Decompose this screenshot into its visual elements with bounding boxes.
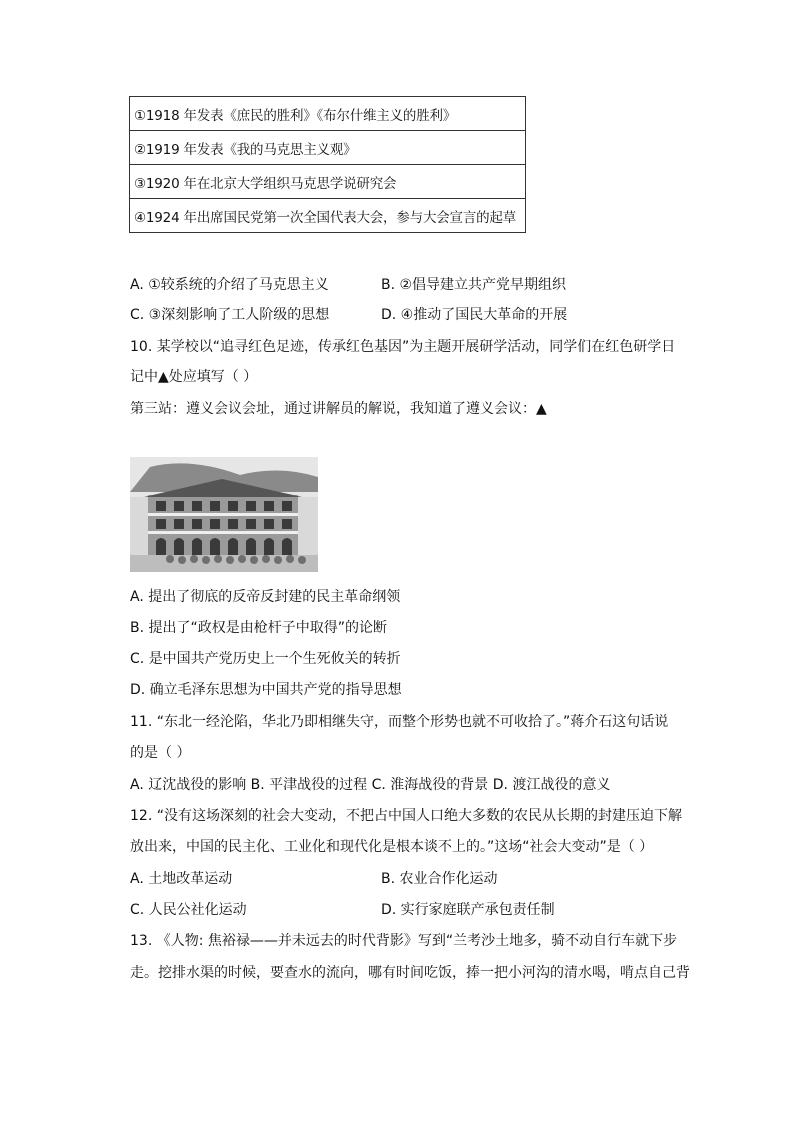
q10-stem-line2: 记中▲处应填写（ ）	[130, 369, 258, 385]
q9-option-c: C. ③深刻影响了工人阶级的思想	[130, 307, 330, 323]
table-cell: ①1918 年发表《庶民的胜利》《布尔什维主义的胜利》	[130, 97, 526, 131]
q13-stem-line1: 13. 《人物: 焦裕禄——并未远去的时代背影》写到“兰考沙土地多，骑不动自行车就下步	[130, 933, 678, 949]
q12-option-b: B. 农业合作化运动	[381, 871, 498, 887]
q12-option-c: C. 人民公社化运动	[130, 902, 247, 918]
building-illustration	[130, 457, 318, 572]
zunyi-building-photo	[130, 457, 318, 572]
q12-option-d: D. 实行家庭联产承包责任制	[381, 902, 555, 918]
q10-option-d: D. 确立毛泽东思想为中国共产党的指导思想	[130, 682, 402, 698]
q12-stem-line1: 12. “没有这场深刻的社会大变动，不把占中国人口绝大多数的农民从长期的封建压迫下解	[130, 808, 682, 824]
events-table	[129, 96, 526, 233]
q10-option-c: C. 是中国共产党历史上一个生死攸关的转折	[130, 651, 401, 667]
table-row	[130, 165, 526, 199]
q9-option-d: D. ④推动了国民大革命的开展	[381, 307, 568, 323]
q10-stem-line1: 10. 某学校以“追寻红色足迹，传承红色基因”为主题开展研学活动，同学们在红色研学日	[130, 339, 676, 355]
q9-option-a: A. ①较系统的介绍了马克思主义	[130, 277, 329, 293]
q11-stem-line1: 11. “东北一经沦陷，华北乃即相继失守，而整个形势也就不可收拾了。”蒋介石这句话说	[130, 714, 669, 730]
q10-station-text: 第三站：遵义会议会址，通过讲解员的解说，我知道了遵义会议：▲	[130, 401, 547, 417]
q12-stem-line2: 放出来，中国的民主化、工业化和现代化是根本谈不上的。”这场“社会大变动”是（ ）	[130, 839, 654, 855]
table-cell: ④1924 年出席国民党第一次全国代表大会，参与大会宣言的起草	[130, 199, 526, 233]
q13-stem-line2: 走。挖排水渠的时候，要查水的流向，哪有时间吃饭，捧一把小河沟的清水喝，啃点自己背	[130, 965, 690, 981]
q9-option-b: B. ②倡导建立共产党早期组织	[381, 277, 567, 293]
q11-stem-line2: 的是（ ）	[130, 745, 191, 761]
table-row	[130, 97, 526, 131]
q11-options: A. 辽沈战役的影响 B. 平津战役的过程 C. 淮海战役的背景 D. 渡江战役的意义	[130, 777, 611, 793]
q12-option-a: A. 土地改革运动	[130, 871, 233, 887]
table-cell: ③1920 年在北京大学组织马克思学说研究会	[130, 165, 526, 199]
q10-option-b: B. 提出了“政权是由枪杆子中取得”的论断	[130, 620, 388, 636]
table-cell: ②1919 年发表《我的马克思主义观》	[130, 131, 526, 165]
q10-option-a: A. 提出了彻底的反帝反封建的民主革命纲领	[130, 589, 401, 605]
table-row	[130, 199, 526, 233]
table-row	[130, 131, 526, 165]
